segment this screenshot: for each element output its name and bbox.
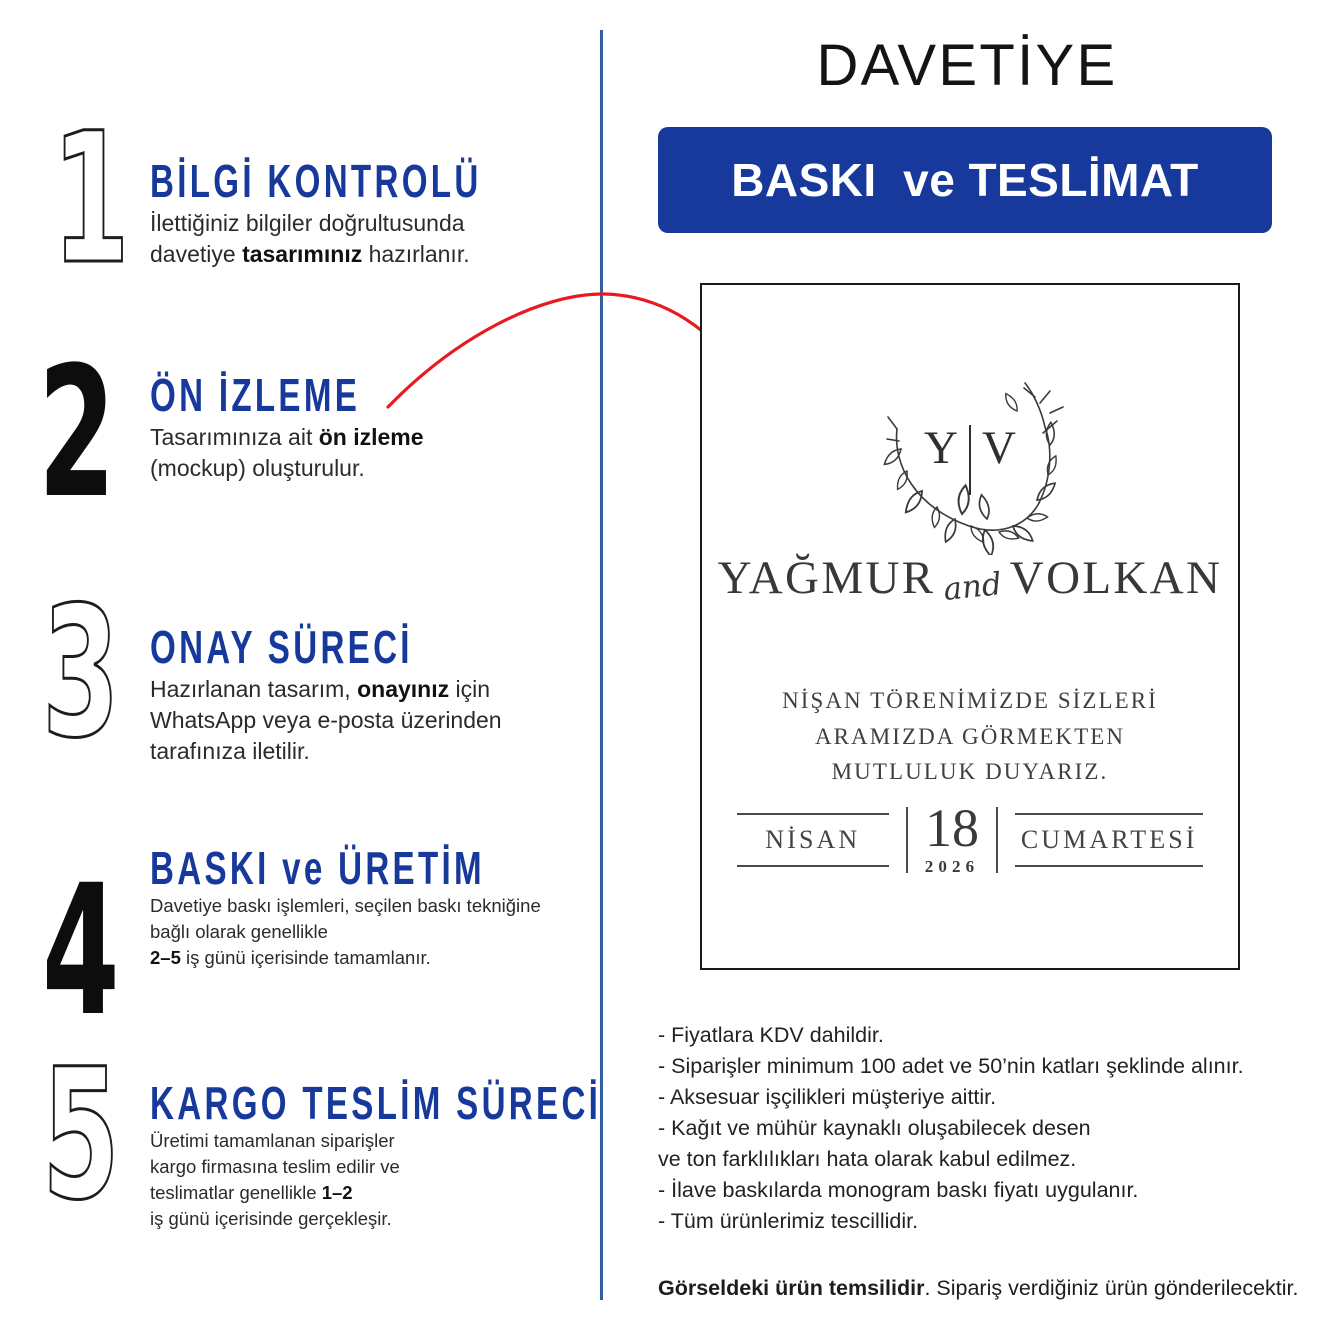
notes-list bbox=[658, 1020, 1244, 1237]
step-description bbox=[150, 674, 502, 767]
step-number: 2 bbox=[38, 329, 114, 538]
step-description-line: iş günü içerisinde gerçekleşir. bbox=[150, 1208, 392, 1229]
step-text bbox=[150, 841, 541, 971]
step-description-line: Tasarımınıza ait ön izleme bbox=[150, 424, 424, 450]
date-separator bbox=[906, 807, 908, 873]
step-number: 1 bbox=[52, 95, 128, 304]
step-description-line: teslimatlar genellikle 1–2 bbox=[150, 1182, 353, 1203]
date-separator bbox=[996, 807, 998, 873]
footer-note-bold: Görseldeki ürün temsilidir bbox=[658, 1276, 925, 1300]
step-number: 4 bbox=[42, 847, 118, 1056]
date-day: 18 bbox=[925, 798, 979, 858]
step-title: ONAY SÜRECİ bbox=[150, 620, 413, 674]
step-title: BİLGİ KONTROLÜ bbox=[150, 154, 482, 208]
step-description-line: davetiye tasarımınız hazırlanır. bbox=[150, 241, 470, 267]
page-title: DAVETİYE bbox=[816, 33, 1118, 98]
step-description-line: bağlı olarak genellikle bbox=[150, 921, 328, 942]
step-title: KARGO TESLİM SÜRECİ bbox=[150, 1076, 602, 1130]
note-line: - İlave baskılarda monogram baskı fiyatı uygulanır. bbox=[658, 1178, 1139, 1202]
section-banner: BASKI ve TESLİMAT bbox=[658, 127, 1272, 233]
date-year: 2026 bbox=[924, 857, 980, 877]
monogram bbox=[702, 422, 1238, 495]
message-line: NİŞAN TÖRENİMİZDE SİZLERİ bbox=[782, 688, 1158, 713]
note-line: ve ton farklılıkları hata olarak kabul edilmez. bbox=[658, 1147, 1077, 1171]
note-line: - Fiyatlara KDV dahildir. bbox=[658, 1023, 884, 1047]
message-line: ARAMIZDA GÖRMEKTEN bbox=[814, 723, 1126, 749]
date-block bbox=[702, 798, 1238, 877]
step-description-line: Davetiye baskı işlemleri, seçilen baskı tekniğine bbox=[150, 895, 541, 916]
step-title: BASKI ve ÜRETİM bbox=[150, 841, 485, 895]
note-line: - Tüm ürünlerimiz tescillidir. bbox=[658, 1209, 919, 1233]
step-description bbox=[150, 893, 541, 971]
note-line: - Kağıt ve mühür kaynaklı oluşabilecek desen bbox=[658, 1116, 1091, 1140]
name-right: VOLKAN bbox=[1009, 552, 1223, 604]
step-description bbox=[150, 1128, 640, 1232]
step-text bbox=[150, 1076, 640, 1232]
step-description-line: tarafınıza iletilir. bbox=[150, 738, 310, 764]
step-title: ÖN İZLEME bbox=[150, 368, 361, 422]
date-day-group bbox=[924, 798, 980, 877]
step-description-line: Hazırlanan tasarım, onayınız için bbox=[150, 676, 491, 702]
note-line: - Aksesuar işçilikleri müşteriye aittir. bbox=[658, 1085, 997, 1109]
note-line: - Siparişler minimum 100 adet ve 50’nin katları şeklinde alınır. bbox=[658, 1054, 1244, 1078]
message-line: MUTLULUK DUYARIZ. bbox=[831, 759, 1109, 785]
step-description-line: kargo firmasına teslim edilir ve bbox=[150, 1156, 400, 1177]
step-description-line: (mockup) oluşturulur. bbox=[150, 455, 365, 481]
couple-names bbox=[702, 551, 1238, 608]
step-description-line: Üretimi tamamlanan siparişler bbox=[150, 1130, 395, 1151]
step-description-line: 2–5 iş günü içerisinde tamamlanır. bbox=[150, 947, 431, 968]
step-text bbox=[150, 154, 510, 270]
step-description-line: İlettiğiniz bilgiler doğrultusunda bbox=[150, 210, 465, 236]
date-weekday: CUMARTESİ bbox=[1015, 813, 1203, 867]
date-month: NİSAN bbox=[737, 813, 889, 867]
step-description bbox=[150, 208, 510, 270]
monogram-initial-left: Y bbox=[924, 422, 958, 474]
monogram-initial-right: V bbox=[982, 422, 1016, 474]
invitation-message bbox=[702, 683, 1238, 790]
name-left: YAĞMUR bbox=[717, 552, 936, 604]
step-text bbox=[150, 620, 502, 767]
step-number: 3 bbox=[42, 569, 118, 778]
footer-note-rest: . Sipariş verdiğiniz ürün gönderilecektir. bbox=[924, 1276, 1299, 1300]
footer-note bbox=[658, 1276, 1298, 1301]
step-number: 5 bbox=[42, 1031, 118, 1240]
step-description-line: WhatsApp veya e-posta üzerinden bbox=[150, 707, 502, 733]
invitation-card bbox=[700, 283, 1240, 970]
name-connector: and bbox=[942, 566, 1004, 608]
monogram-divider bbox=[969, 425, 971, 495]
